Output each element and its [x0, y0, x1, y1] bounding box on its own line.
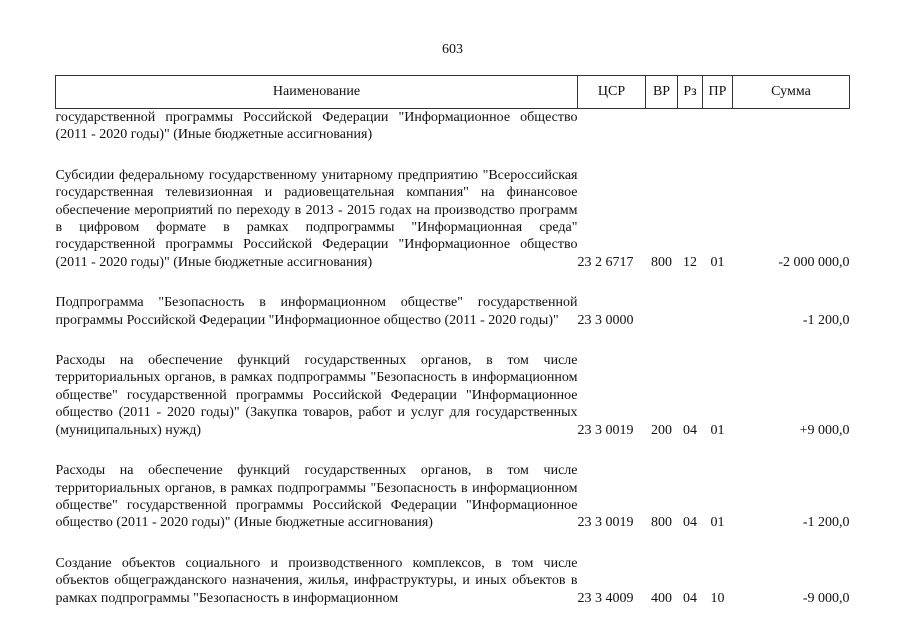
row-spacer	[56, 144, 850, 167]
row-pr: 01	[710, 254, 725, 270]
row-pr	[703, 294, 733, 329]
row-vr	[646, 294, 678, 329]
row-vr: 800	[651, 515, 672, 531]
header-name: Наименование	[56, 76, 578, 109]
header-vr: ВР	[646, 76, 678, 109]
table-row	[56, 462, 850, 532]
row-csr	[578, 109, 646, 144]
row-csr: 23 3 0000	[577, 312, 634, 328]
row-sum: -1 200,0	[802, 312, 850, 328]
row-pr: 01	[710, 515, 725, 531]
row-name: государственной программы Российской Федерации "Информационное общество (2011 - 2020 годы)" (Иные бюджетные ассигнования)	[55, 110, 578, 143]
row-rz: 04	[683, 515, 697, 531]
row-pr	[703, 109, 733, 144]
row-sum: +9 000,0	[799, 422, 850, 438]
page-number: 603	[442, 42, 463, 57]
row-vr	[646, 109, 678, 144]
row-vr: 800	[651, 254, 672, 270]
row-spacer	[56, 532, 850, 555]
row-spacer	[56, 329, 850, 352]
row-name: Расходы на обеспечение функций государственных органов, в том числе территориальных органов, в рамках подпрограммы "Безопасность в информационном обществе" государственной программы Российской Федерации "Информационное общество (2011 - 2020 годы)" (Иные бюджетные ассигнования)	[55, 463, 578, 531]
row-sum: -9 000,0	[802, 590, 850, 606]
table-header-row	[56, 76, 850, 109]
row-spacer	[56, 271, 850, 294]
table-row	[56, 555, 850, 607]
table-row	[56, 352, 850, 439]
header-rz: Рз	[678, 76, 703, 109]
row-pr: 01	[710, 422, 725, 438]
table-row	[56, 109, 850, 144]
table-row	[56, 294, 850, 329]
header-pr: ПР	[703, 76, 733, 109]
header-csr: ЦСР	[578, 76, 646, 109]
row-rz: 12	[683, 254, 697, 270]
row-pr: 10	[710, 590, 725, 606]
row-vr: 200	[651, 422, 672, 438]
row-rz	[678, 294, 703, 329]
row-rz: 04	[683, 422, 697, 438]
row-name: Создание объектов социального и производственного комплексов, в том числе объектов общегражданского назначения, жилья, инфраструктуры, и иных объектов в рамках подпрограммы "Безопасность в информационном	[55, 555, 578, 606]
row-sum	[733, 109, 850, 144]
row-csr: 23 2 6717	[577, 254, 634, 270]
row-sum: -1 200,0	[802, 515, 850, 531]
table-row	[56, 167, 850, 271]
row-sum: -2 000 000,0	[778, 254, 850, 270]
row-name: Расходы на обеспечение функций государственных органов, в том числе территориальных органов, в рамках подпрограммы "Безопасность в информационном обществе" государственной программы Российской Федерации "Информационное общество (2011 - 2020 годы)" (Закупка товаров, работ и услуг для государственных (муниципальных) нужд)	[55, 353, 578, 438]
row-name: Подпрограмма "Безопасность в информационном обществе" государственной программы Российской Федерации "Информационное общество (2011 - 2020 годы)"	[55, 295, 578, 328]
row-spacer	[56, 439, 850, 462]
row-rz: 04	[683, 590, 697, 606]
row-name: Субсидии федеральному государственному унитарному предприятию "Всероссийская государственная телевизионная и радиовещательная компания" на финансовое обеспечение мероприятий по переходу в 2013 - 2015 годах на производство программ в цифровом формате в рамках подпрограммы "Информационная среда" государственной программы Российской Федерации "Информационное общество (2011 - 2020 годы)" (Иные бюджетные ассигнования)	[55, 167, 578, 270]
header-sum: Сумма	[733, 76, 850, 109]
row-rz	[678, 109, 703, 144]
budget-table	[55, 75, 850, 607]
row-csr: 23 3 0019	[577, 515, 634, 531]
row-csr: 23 3 0019	[577, 422, 634, 438]
row-vr: 400	[651, 590, 672, 606]
row-csr: 23 3 4009	[577, 590, 634, 606]
